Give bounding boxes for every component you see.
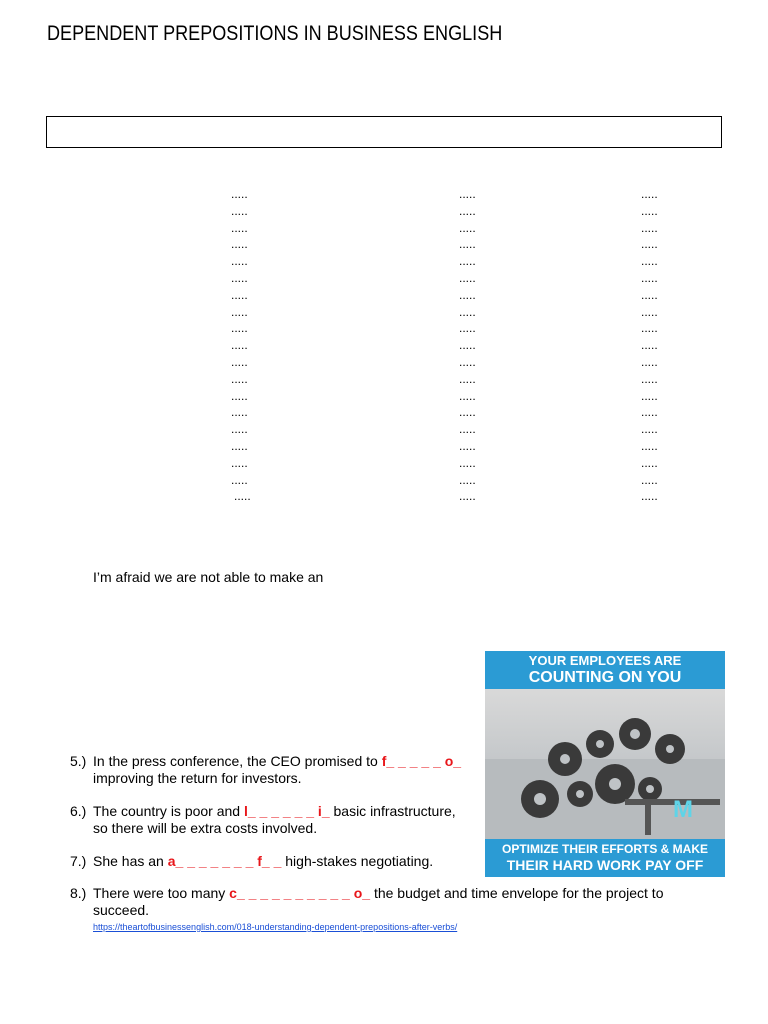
placeholder-dots: ..... <box>641 203 658 218</box>
placeholder-dots: ..... <box>231 237 248 252</box>
blank-answer[interactable]: c_ _ _ _ _ _ _ _ _ _ o_ <box>229 885 371 901</box>
source-link[interactable]: https://theartofbusinessenglish.com/018-understanding-dependent-prepositions-after-verbs/ <box>93 922 458 932</box>
placeholder-dots: ..... <box>459 354 476 369</box>
placeholder-dots: ..... <box>231 371 248 386</box>
ad-logo: M <box>673 796 693 823</box>
placeholder-dots: ..... <box>641 388 658 403</box>
placeholder-dots: ..... <box>459 304 476 319</box>
placeholder-dots: ..... <box>641 321 658 336</box>
placeholder-dots: ..... <box>231 287 248 302</box>
placeholder-dots: ..... <box>459 321 476 336</box>
placeholder-dots: ..... <box>459 270 476 285</box>
ad-headline-line2: COUNTING ON YOU <box>528 669 682 686</box>
placeholder-dots: ..... <box>459 455 476 470</box>
blank-answer[interactable]: a_ _ _ _ _ _ _ f_ _ <box>167 853 282 869</box>
placeholder-dots: ..... <box>641 438 658 453</box>
page-title: DEPENDENT PREPOSITIONS IN BUSINESS ENGLISH <box>47 22 503 45</box>
placeholder-dots: ..... <box>459 237 476 252</box>
placeholder-dots: ..... <box>641 220 658 235</box>
question-8: 8.) There were too many c_ _ _ _ _ _ _ _ _ _ o_ the budget and time envelope for the project to succeed. <box>70 885 664 918</box>
ad-footer-line2: THEIR HARD WORK PAY OFF <box>506 857 704 873</box>
placeholder-dots: ..... <box>641 237 658 252</box>
dots-column-2 <box>459 186 476 505</box>
sentence-fragment: I’m afraid we are not able to make an <box>93 569 324 585</box>
question-6: 6.) The country is poor and l_ _ _ _ _ _ i_ basic infrastructure, so there will be extra costs involved. <box>70 803 456 836</box>
placeholder-dots: ..... <box>641 472 658 487</box>
placeholder-dots: ..... <box>641 187 658 201</box>
blank-answer[interactable]: f_ _ _ _ _ o_ <box>381 753 462 769</box>
ad-footer <box>485 839 725 877</box>
dots-column-3 <box>641 186 658 505</box>
ad-headline <box>485 651 725 689</box>
placeholder-dots: ..... <box>459 438 476 453</box>
placeholder-dots: ..... <box>231 338 248 353</box>
word-box <box>46 116 722 148</box>
placeholder-dots: ..... <box>641 422 658 437</box>
placeholder-dots: ..... <box>231 438 248 453</box>
placeholder-dots: ..... <box>459 287 476 302</box>
placeholder-dots: ..... <box>641 371 658 386</box>
ad-footer-line1: OPTIMIZE THEIR EFFORTS & MAKE <box>502 842 708 856</box>
placeholder-dots: ..... <box>231 405 248 420</box>
placeholder-dots: ..... <box>641 254 658 269</box>
placeholder-dots: ..... <box>231 354 248 369</box>
placeholder-dots: ..... <box>459 338 476 353</box>
advertisement-image <box>485 651 725 877</box>
placeholder-dots: ..... <box>231 388 248 403</box>
placeholder-dots: ..... <box>459 405 476 420</box>
placeholder-dots: ..... <box>459 220 476 235</box>
placeholder-dots: ..... <box>231 220 248 235</box>
placeholder-dots: ..... <box>459 371 476 386</box>
placeholder-dots: ..... <box>231 270 248 285</box>
placeholder-dots: ..... <box>641 338 658 353</box>
placeholder-dots: ..... <box>459 472 476 487</box>
placeholder-dots: ..... <box>641 270 658 285</box>
placeholder-dots: ..... <box>459 489 476 504</box>
placeholder-dots: ..... <box>231 422 248 437</box>
placeholder-dots: ..... <box>231 187 248 201</box>
placeholder-dots: ..... <box>641 304 658 319</box>
placeholder-dots: ..... <box>641 405 658 420</box>
placeholder-dots: ..... <box>234 489 251 504</box>
placeholder-dots: ..... <box>459 254 476 269</box>
blank-answer[interactable]: l_ _ _ _ _ _ i_ <box>243 803 330 819</box>
placeholder-dots: ..... <box>231 472 248 487</box>
gears-icon <box>485 689 725 839</box>
placeholder-dots: ..... <box>231 254 248 269</box>
placeholder-dots: ..... <box>231 203 248 218</box>
placeholder-dots: ..... <box>231 304 248 319</box>
placeholder-dots: ..... <box>641 354 658 369</box>
placeholder-dots: ..... <box>459 388 476 403</box>
placeholder-dots: ..... <box>231 321 248 336</box>
placeholder-dots: ..... <box>459 187 476 201</box>
dots-column-1 <box>231 186 251 505</box>
placeholder-dots: ..... <box>231 455 248 470</box>
placeholder-dots: ..... <box>459 203 476 218</box>
gears-illustration <box>485 689 725 839</box>
placeholder-dots: ..... <box>641 287 658 302</box>
placeholder-dots: ..... <box>641 489 658 504</box>
placeholder-dots: ..... <box>641 455 658 470</box>
placeholder-dots: ..... <box>459 422 476 437</box>
question-5: 5.) In the press conference, the CEO promised to f_ _ _ _ _ o_ improving the return for investors. <box>70 753 462 786</box>
question-7: 7.) She has an a_ _ _ _ _ _ _ f_ _ high-stakes negotiating. <box>70 853 434 869</box>
ad-headline-line1: YOUR EMPLOYEES ARE <box>528 653 682 668</box>
